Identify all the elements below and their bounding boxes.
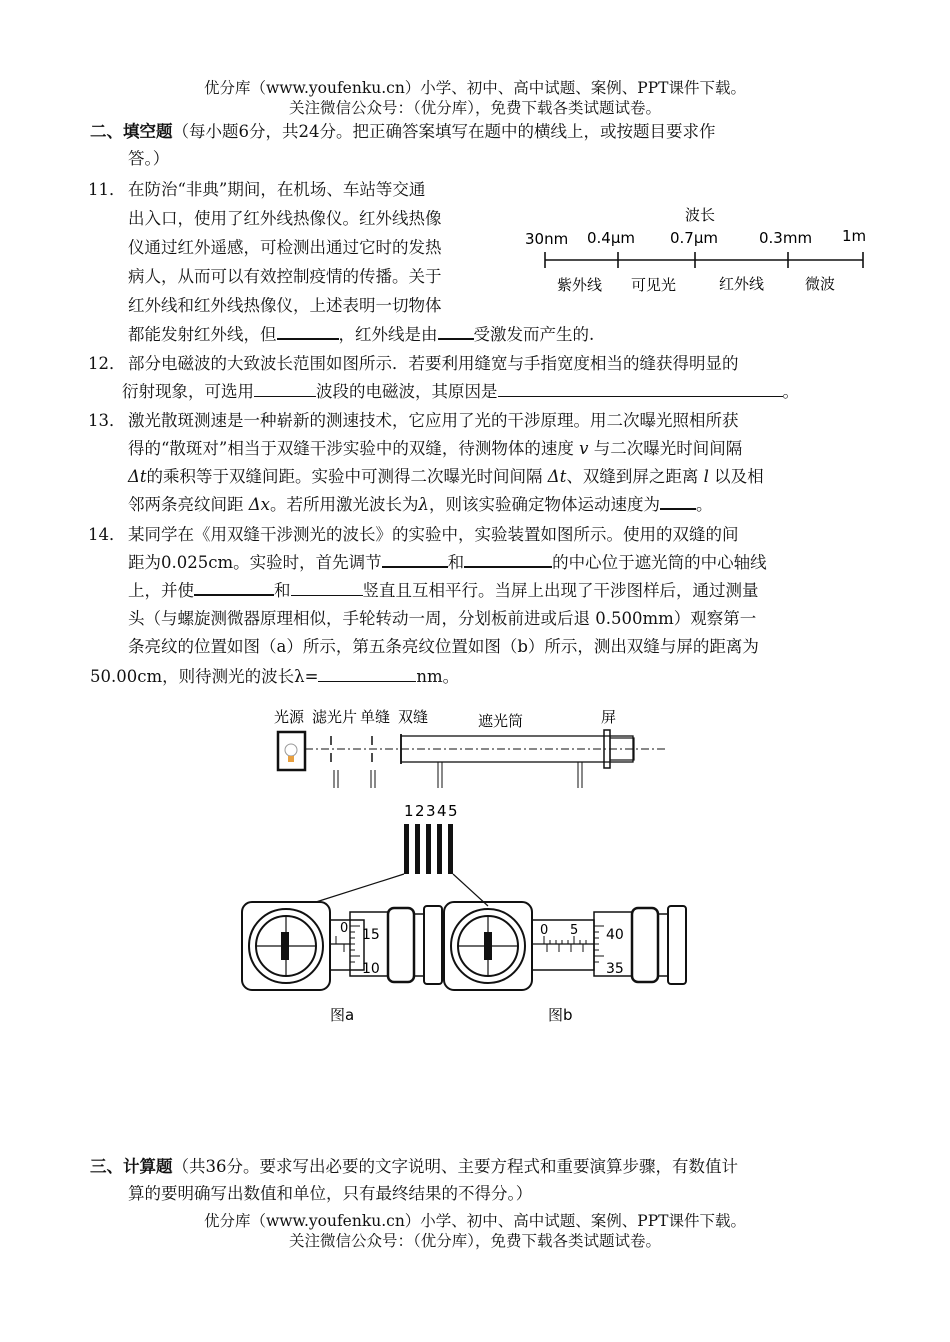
band-label: 微波 [805, 275, 836, 293]
q13-line-2: 得的“散斑对”相当于双缝干涉实验中的双缝，待测物体的速度 v 与二次曝光时间间隔 [128, 439, 743, 458]
answer-blank[interactable] [464, 549, 552, 568]
answer-blank[interactable] [194, 577, 274, 596]
main-scale-label: 0 [540, 923, 549, 938]
answer-blank[interactable] [277, 321, 339, 340]
fringe-number: 4 [437, 802, 447, 820]
band-label: 紫外线 [557, 276, 603, 294]
section-2-desc-cont: 答。） [128, 149, 170, 168]
wavelength-spectrum-diagram [515, 198, 875, 303]
footer-line-2: 关注微信公众号：（优分库），免费下载各类试题试卷。 [288, 1232, 661, 1250]
bulb-base [288, 756, 294, 762]
question-number: 13． [88, 411, 126, 430]
thimble-scale-label: 15 [362, 927, 380, 943]
answer-blank[interactable] [291, 578, 363, 596]
tick-label: 0.7μm [670, 229, 719, 247]
apparatus-label: 光源 [274, 708, 305, 726]
q14-line: 某同学在《用双缝干涉测光的波长》的实验中，实验装置如图所示。使用的双缝的间 [128, 525, 739, 544]
q11-line: 在防治“非典”期间，在机场、车站等交通 [128, 180, 426, 199]
section-2-title: 二、填空题 [90, 122, 173, 141]
band-label: 可见光 [631, 276, 677, 294]
answer-blank[interactable] [438, 321, 474, 340]
q14-line-3: 上，并使 和 竖直且互相平行。当屏上出现了干涉图样后，通过测量 [128, 577, 759, 604]
micrometer-a [242, 902, 442, 1024]
fringe-number: 1 [404, 802, 414, 820]
footer-line-1: 优分库（www.youfenku.cn）小学、初中、高中试题、案例、PPT课件下载。 [203, 1212, 747, 1230]
q13-line-4: 邻两条亮纹间距 Δx。若所用激光波长为λ，则该实验确定物体运动速度为 。 [128, 491, 712, 518]
apparatus-label: 遮光筒 [478, 712, 524, 730]
apparatus-label: 滤光片 [312, 708, 358, 726]
micrometer-b [444, 902, 686, 1024]
answer-blank[interactable] [498, 379, 783, 397]
question-number: 11． [88, 180, 126, 199]
question-14 [88, 521, 868, 693]
q11-line: 病人，从而可以有效控制疫情的传播。关于 [128, 267, 442, 286]
q11-line: 红外线和红外线热像仪，上述表明一切物体 [128, 296, 442, 315]
tick-label: 1m [842, 227, 867, 245]
double-slit-apparatus-diagram [268, 700, 678, 795]
main-scale-label: 5 [570, 923, 579, 938]
figure-caption: 图a [330, 1006, 355, 1024]
section-3-title: 三、计算题 [90, 1157, 173, 1176]
apparatus-label: 双缝 [398, 708, 429, 726]
q13-line: 激光散斑测速是一种崭新的测速技术，它应用了光的干涉原理。用二次曝光照相所获 [128, 411, 739, 430]
section-2-desc: （每小题6分，共24分。把正确答案填写在题中的横线上，或按题目要求作 [172, 122, 716, 141]
answer-blank[interactable] [382, 549, 448, 568]
spectrum-title: 波长 [684, 206, 716, 224]
q14-line: 条亮纹的位置如图（a）所示，第五条亮纹位置如图（b）所示，测出双缝与屏的距离为 [128, 637, 759, 656]
apparatus-label: 屏 [601, 708, 617, 726]
q14-line-6: 50.00cm，则待测光的波长λ= nm。 [90, 663, 459, 690]
question-13 [88, 407, 868, 522]
section-2 [90, 118, 865, 172]
q12-line: 部分电磁波的大致波长范围如图所示．若要利用缝宽与手指宽度相当的缝获得明显的 [128, 354, 739, 373]
question-number: 12． [88, 354, 126, 373]
thimble-scale-label: 35 [606, 961, 624, 977]
apparatus-label: 单缝 [360, 708, 391, 726]
header-line-1: 优分库（www.youfenku.cn）小学、初中、高中试题、案例、PPT课件下载。 [203, 79, 747, 97]
q11-line: 出入口，使用了红外线热像仪。红外线热像 [128, 209, 442, 228]
q12-line-2: 衍射现象，可选用 波段的电磁波，其原因是 。 [122, 378, 799, 405]
thimble-scale-label: 10 [362, 961, 380, 977]
tick-label: 0.4μm [587, 229, 636, 247]
q13-line-3: Δt的乘积等于双缝间距。实验中可测得二次曝光时间间隔 Δt、双缝到屏之距离 l 以及相 [128, 467, 764, 486]
section-3 [90, 1153, 865, 1207]
thimble-scale-label: 40 [606, 927, 624, 943]
tick-label: 0.3mm [759, 229, 813, 247]
band-label: 红外线 [719, 275, 765, 293]
question-12 [88, 350, 868, 408]
tick-label: 30nm [525, 230, 569, 248]
section-3-desc-cont: 算的要明确写出数值和单位，只有最终结果的不得分。） [128, 1184, 533, 1203]
header-line-2: 关注微信公众号：（优分库），免费下载各类试题试卷。 [288, 99, 661, 117]
fringe-number: 5 [448, 802, 458, 820]
q14-line-2: 距为0.025cm。实验时，首先调节 和 的中心位于遮光筒的中心轴线 [128, 549, 767, 576]
q11-line-6: 都能发射红外线，但 ，红外线是由 受激发而产生的. [128, 321, 594, 348]
measuring-head-diagram [238, 798, 700, 1032]
q11-line: 仪通过红外遥感，可检测出通过它时的发热 [128, 238, 442, 257]
question-number: 14． [88, 525, 126, 544]
bulb-icon [285, 744, 297, 756]
answer-blank[interactable] [660, 491, 696, 510]
main-scale-label: 0 [340, 921, 349, 936]
fringe-number: 3 [426, 802, 436, 820]
fringe-number: 2 [415, 802, 425, 820]
answer-blank[interactable] [318, 664, 416, 682]
figure-caption: 图b [548, 1006, 573, 1024]
answer-blank[interactable] [254, 379, 316, 397]
section-3-desc: （共36分。要求写出必要的文字说明、主要方程式和重要演算步骤，有数值计 [172, 1157, 738, 1176]
light-source-box [278, 732, 305, 770]
q14-line: 头（与螺旋测微器原理相似，手轮转动一周，分划板前进或后退 0.500mm）观察第一 [128, 609, 757, 628]
interference-fringes [404, 824, 453, 874]
